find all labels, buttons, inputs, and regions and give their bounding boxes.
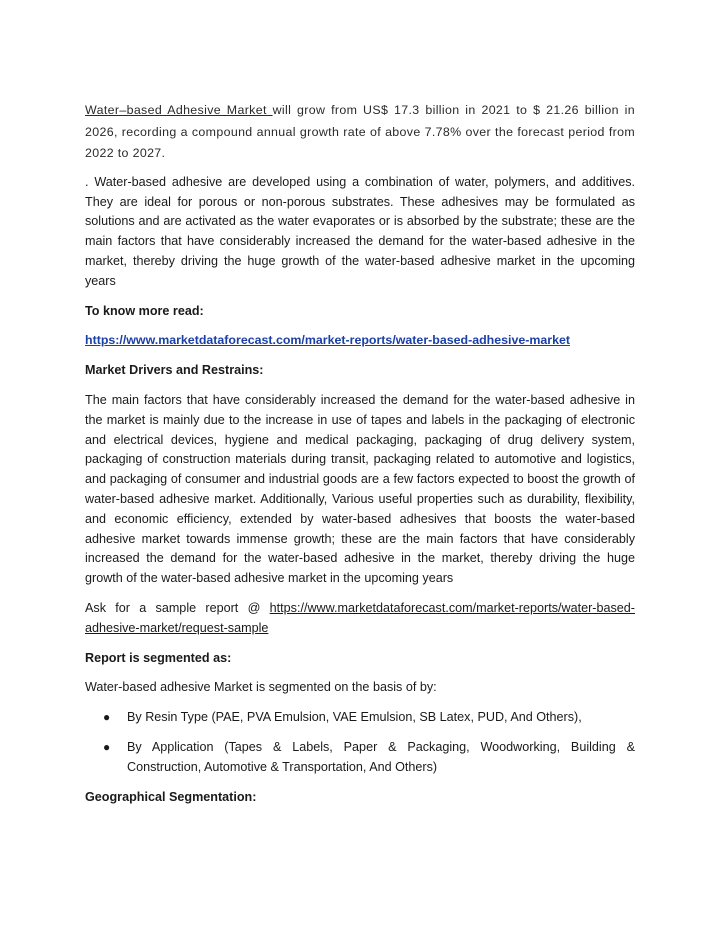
segmented-intro: Water-based adhesive Market is segmented on the basis of by: xyxy=(85,680,437,695)
segment-list xyxy=(85,708,635,777)
bullet-icon: ● xyxy=(103,710,111,725)
document-page xyxy=(85,100,635,817)
know-more-link-paragraph xyxy=(85,331,635,351)
market-link[interactable]: Water–based Adhesive Market xyxy=(85,103,273,117)
segment-item-label: By Application (Tapes & Labels, Paper & Packaging, Woodworking, Building & Construction, Automotive & Transportation, And Others) xyxy=(127,739,635,774)
drivers-heading: Market Drivers and Restrains: xyxy=(85,363,264,378)
sample-prefix: Ask for a sample report @ xyxy=(85,600,270,615)
intro-paragraph xyxy=(85,100,635,165)
geo-heading: Geographical Segmentation: xyxy=(85,789,257,804)
description-paragraph: . Water-based adhesive are developed using a combination of water, polymers, and additives. They are ideal for porous or non-porous substrates. These adhesives may be formulated as solutions and are activated as the water evaporates or is absorbed by the substrate; these are the main factors that have considerably increased the demand for the water-based adhesive in the market, thereby driving the huge growth of the water-based adhesive market in the upcoming years xyxy=(85,174,635,288)
bullet-icon: ● xyxy=(103,739,111,754)
segment-item-application xyxy=(85,738,635,778)
segment-item-resin-type xyxy=(85,708,635,728)
drivers-paragraph: The main factors that have considerably increased the demand for the water-based adhesive in the market is mainly due to the increase in use of tapes and labels in the packaging of electronic and electrical devices, hygiene and medical packaging, packaging of drug delivery system, packaging of construction materials during transit, packaging related to automotive and logistics, and packaging of consumer and industrial goods are a few factors expected to boost the growth of water-based adhesive market. Additionally, Various useful properties such as durability, flexibility, and economic efficiency, extended by water-based adhesives that boosts the water-based adhesive market towards immense growth; these are the main factors that have considerably increased the demand for the water-based adhesive in the market, thereby driving the huge growth of the water-based adhesive market in the upcoming years xyxy=(85,392,635,586)
segment-item-label: By Resin Type (PAE, PVA Emulsion, VAE Emulsion, SB Latex, PUD, And Others), xyxy=(127,710,582,725)
sample-paragraph xyxy=(85,599,635,639)
intro-text: will grow from US$ 17.3 billion in 2021 to $ 21.26 billion in 2026, recording a compound annual growth rate of above 7.78% over the forecast period from 2022 to 2027. xyxy=(85,103,635,161)
sample-link[interactable]: https://www.marketdataforecast.com/market-reports/water-based-adhesive-market/request-sample xyxy=(85,600,635,635)
segmented-heading: Report is segmented as: xyxy=(85,650,232,665)
know-more-heading: To know more read: xyxy=(85,303,204,318)
report-link[interactable]: https://www.marketdataforecast.com/market-reports/water-based-adhesive-market xyxy=(85,333,571,348)
